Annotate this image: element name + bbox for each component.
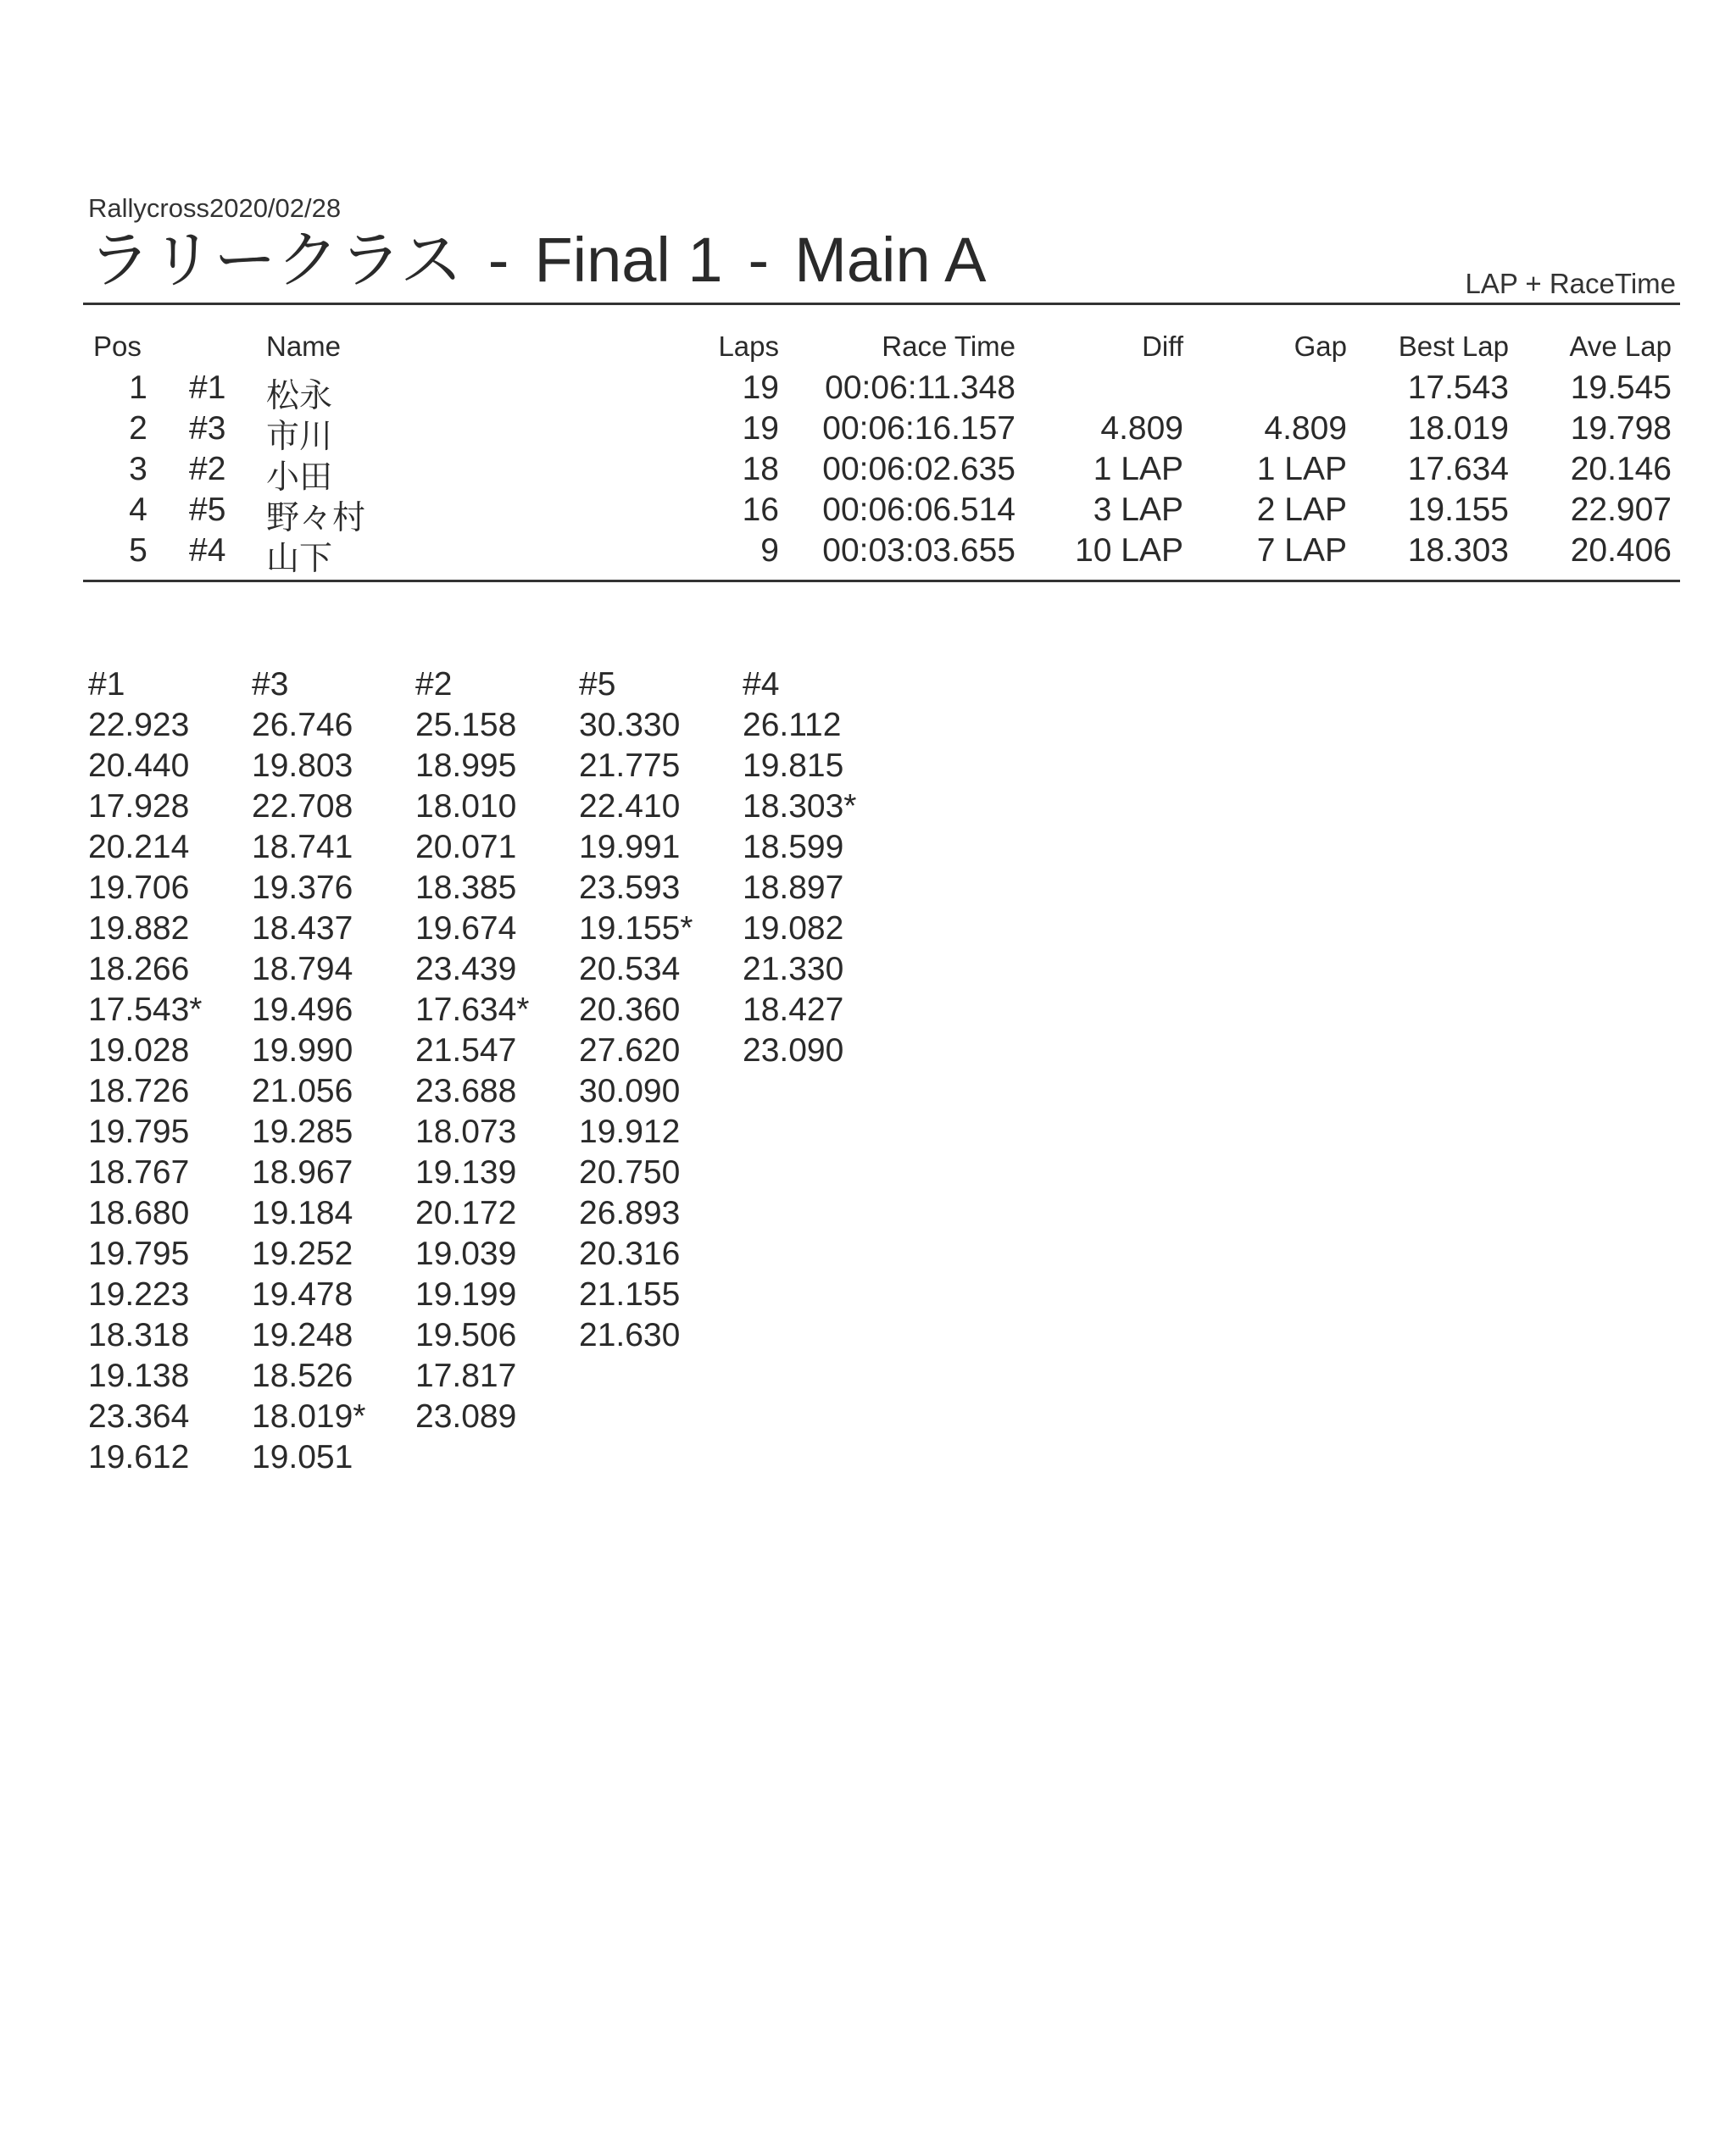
- driver-name-cell: 小田: [266, 459, 333, 496]
- lap-time-cell: 18.073: [415, 1114, 517, 1150]
- lap-time-cell: 18.599: [743, 829, 844, 865]
- car-number-cell: #3: [189, 410, 226, 447]
- car-number-cell: #4: [189, 532, 226, 569]
- lap-time-cell: 18.385: [415, 870, 517, 906]
- lap-time-cell: 19.028: [88, 1032, 190, 1069]
- gap-cell: 7 LAP: [1256, 532, 1347, 569]
- pos-cell: 3: [129, 451, 147, 487]
- divider-bottom: [83, 580, 1680, 582]
- car-number-cell: #2: [189, 451, 226, 487]
- lap-times-grid: [88, 664, 906, 1478]
- lap-time-cell: 23.089: [415, 1398, 517, 1435]
- lap-time-cell: 19.051: [252, 1439, 353, 1475]
- lap-time-cell: 20.214: [88, 829, 190, 865]
- lap-time-cell: 22.923: [88, 707, 190, 743]
- table-row: [83, 410, 1680, 455]
- driver-name-cell: 野々村: [266, 500, 366, 536]
- best-lap-cell: 17.543: [1407, 370, 1509, 406]
- lap-time-cell: 19.795: [88, 1114, 190, 1150]
- lap-time-cell: 30.090: [579, 1073, 681, 1109]
- lap-time-cell: 18.318: [88, 1317, 190, 1353]
- lap-time-cell: 17.634*: [415, 992, 530, 1028]
- lap-time-cell: 21.056: [252, 1073, 353, 1109]
- ave-lap-cell: 20.146: [1570, 451, 1672, 487]
- diff-cell: 10 LAP: [1075, 532, 1183, 569]
- laps-cell: 9: [760, 532, 779, 569]
- lap-time-cell: 26.112: [743, 707, 842, 743]
- lap-time-cell: 19.478: [252, 1276, 353, 1313]
- lap-time-cell: 23.364: [88, 1398, 190, 1435]
- race-time-cell: 00:06:02.635: [822, 451, 1016, 487]
- lap-time-cell: 19.706: [88, 870, 190, 906]
- lap-time-cell: 21.775: [579, 747, 681, 784]
- lap-time-cell: 18.019*: [252, 1398, 366, 1435]
- race-time-cell: 00:06:11.348: [825, 370, 1016, 406]
- table-row: [83, 370, 1680, 414]
- lap-time-cell: 19.285: [252, 1114, 353, 1150]
- lap-column: [743, 664, 906, 1478]
- car-number-cell: #5: [189, 492, 226, 528]
- lap-time-cell: 18.680: [88, 1195, 190, 1231]
- table-row: [83, 492, 1680, 536]
- report-type-label: LAP + RaceTime: [1465, 268, 1676, 299]
- lap-time-cell: 21.330: [743, 951, 844, 987]
- lap-time-cell: 21.547: [415, 1032, 517, 1069]
- header-gap: Gap: [1294, 331, 1347, 362]
- lap-column: [252, 664, 415, 1478]
- lap-time-cell: 26.893: [579, 1195, 681, 1231]
- lap-column-header: #1: [88, 666, 125, 703]
- diff-cell: 4.809: [1100, 410, 1183, 447]
- gap-cell: 1 LAP: [1256, 451, 1347, 487]
- lap-time-cell: 18.010: [415, 788, 517, 825]
- driver-name-cell: 山下: [266, 541, 333, 577]
- header-race-time: Race Time: [882, 331, 1016, 362]
- results-header-row: [83, 331, 1680, 370]
- lap-time-cell: 19.506: [415, 1317, 517, 1353]
- pos-cell: 2: [129, 410, 147, 447]
- header-pos: Pos: [93, 331, 142, 362]
- lap-time-cell: 19.139: [415, 1154, 517, 1191]
- lap-time-cell: 19.376: [252, 870, 353, 906]
- class-name: ラリークラス: [88, 225, 463, 295]
- lap-time-cell: 19.248: [252, 1317, 353, 1353]
- lap-time-cell: 23.439: [415, 951, 517, 987]
- lap-column: [88, 664, 252, 1478]
- table-row: [83, 532, 1680, 577]
- lap-time-cell: 18.741: [252, 829, 353, 865]
- lap-time-cell: 18.967: [252, 1154, 353, 1191]
- lap-time-cell: 18.437: [252, 910, 353, 947]
- lap-time-cell: 19.674: [415, 910, 517, 947]
- lap-column: [579, 664, 743, 1478]
- lap-time-cell: 19.803: [252, 747, 353, 784]
- race-time-cell: 00:03:03.655: [822, 532, 1016, 569]
- lap-time-cell: 20.071: [415, 829, 517, 865]
- lap-time-cell: 19.039: [415, 1236, 517, 1272]
- lap-time-cell: 20.750: [579, 1154, 681, 1191]
- lap-time-cell: 20.440: [88, 747, 190, 784]
- lap-time-cell: 19.223: [88, 1276, 190, 1313]
- laps-cell: 18: [742, 451, 779, 487]
- lap-time-cell: 17.817: [415, 1358, 517, 1394]
- lap-time-cell: 25.158: [415, 707, 517, 743]
- header-name: Name: [266, 331, 342, 362]
- lap-time-cell: 23.593: [579, 870, 681, 906]
- header-laps: Laps: [718, 331, 779, 362]
- driver-name-cell: 市川: [266, 419, 333, 455]
- ave-lap-cell: 19.798: [1570, 410, 1672, 447]
- header-ave-lap: Ave Lap: [1569, 331, 1672, 362]
- lap-time-cell: 20.316: [579, 1236, 681, 1272]
- pos-cell: 5: [129, 532, 147, 569]
- lap-time-cell: 19.252: [252, 1236, 353, 1272]
- lap-time-cell: 19.882: [88, 910, 190, 947]
- best-lap-cell: 17.634: [1407, 451, 1509, 487]
- lap-time-cell: 18.427: [743, 992, 844, 1028]
- lap-time-cell: 18.794: [252, 951, 353, 987]
- ave-lap-cell: 20.406: [1570, 532, 1672, 569]
- lap-time-cell: 19.184: [252, 1195, 353, 1231]
- results-table: [83, 331, 1680, 577]
- event-date-label: Rallycross2020/02/28: [88, 193, 342, 223]
- diff-cell: 1 LAP: [1093, 451, 1183, 487]
- lap-time-cell: 21.155: [579, 1276, 681, 1313]
- lap-column-header: #2: [415, 666, 453, 703]
- lap-time-cell: 19.815: [743, 747, 844, 784]
- gap-cell: 2 LAP: [1256, 492, 1347, 528]
- divider-top: [83, 303, 1680, 305]
- lap-time-cell: 17.928: [88, 788, 190, 825]
- ave-lap-cell: 22.907: [1570, 492, 1672, 528]
- laps-cell: 19: [742, 370, 779, 406]
- race-time-cell: 00:06:06.514: [822, 492, 1016, 528]
- best-lap-cell: 18.303: [1407, 532, 1509, 569]
- lap-time-cell: 23.688: [415, 1073, 517, 1109]
- best-lap-cell: 19.155: [1407, 492, 1509, 528]
- gap-cell: 4.809: [1264, 410, 1347, 447]
- lap-time-cell: 18.726: [88, 1073, 190, 1109]
- title-separator: -: [487, 225, 509, 295]
- diff-cell: 3 LAP: [1093, 492, 1183, 528]
- lap-column-header: #5: [579, 666, 616, 703]
- lap-time-cell: 20.360: [579, 992, 681, 1028]
- header-diff: Diff: [1142, 331, 1183, 362]
- lap-time-cell: 27.620: [579, 1032, 681, 1069]
- lap-time-cell: 19.082: [743, 910, 844, 947]
- lap-time-cell: 18.897: [743, 870, 844, 906]
- lap-time-cell: 19.912: [579, 1114, 681, 1150]
- lap-time-cell: 22.410: [579, 788, 681, 825]
- driver-name-cell: 松永: [266, 378, 333, 414]
- lap-column-header: #4: [743, 666, 780, 703]
- lap-time-cell: 17.543*: [88, 992, 203, 1028]
- lap-time-cell: 19.138: [88, 1358, 190, 1394]
- car-number-cell: #1: [189, 370, 226, 406]
- table-row: [83, 451, 1680, 496]
- lap-time-cell: 19.612: [88, 1439, 190, 1475]
- lap-time-cell: 20.172: [415, 1195, 517, 1231]
- lap-time-cell: 19.990: [252, 1032, 353, 1069]
- page-title: [88, 222, 986, 298]
- lap-time-cell: 19.991: [579, 829, 681, 865]
- ave-lap-cell: 19.545: [1570, 370, 1672, 406]
- main-label: Main A: [794, 225, 987, 295]
- lap-time-cell: 21.630: [579, 1317, 681, 1353]
- lap-time-cell: 18.995: [415, 747, 517, 784]
- lap-column-header: #3: [252, 666, 289, 703]
- laps-cell: 16: [742, 492, 779, 528]
- laps-cell: 19: [742, 410, 779, 447]
- lap-time-cell: 22.708: [252, 788, 353, 825]
- pos-cell: 1: [129, 370, 147, 406]
- race-time-cell: 00:06:16.157: [822, 410, 1016, 447]
- lap-time-cell: 18.266: [88, 951, 190, 987]
- lap-time-cell: 23.090: [743, 1032, 844, 1069]
- lap-column: [415, 664, 579, 1478]
- lap-time-cell: 26.746: [252, 707, 353, 743]
- lap-time-cell: 18.303*: [743, 788, 857, 825]
- lap-time-cell: 20.534: [579, 951, 681, 987]
- lap-time-cell: 18.767: [88, 1154, 190, 1191]
- lap-time-cell: 19.155*: [579, 910, 693, 947]
- best-lap-cell: 18.019: [1407, 410, 1509, 447]
- title-separator: -: [748, 225, 770, 295]
- lap-time-cell: 19.496: [252, 992, 353, 1028]
- header-best-lap: Best Lap: [1398, 331, 1509, 362]
- lap-time-cell: 30.330: [579, 707, 681, 743]
- pos-cell: 4: [129, 492, 147, 528]
- lap-time-cell: 19.795: [88, 1236, 190, 1272]
- lap-time-cell: 18.526: [252, 1358, 353, 1394]
- final-label: Final 1: [534, 225, 723, 295]
- lap-time-cell: 19.199: [415, 1276, 517, 1313]
